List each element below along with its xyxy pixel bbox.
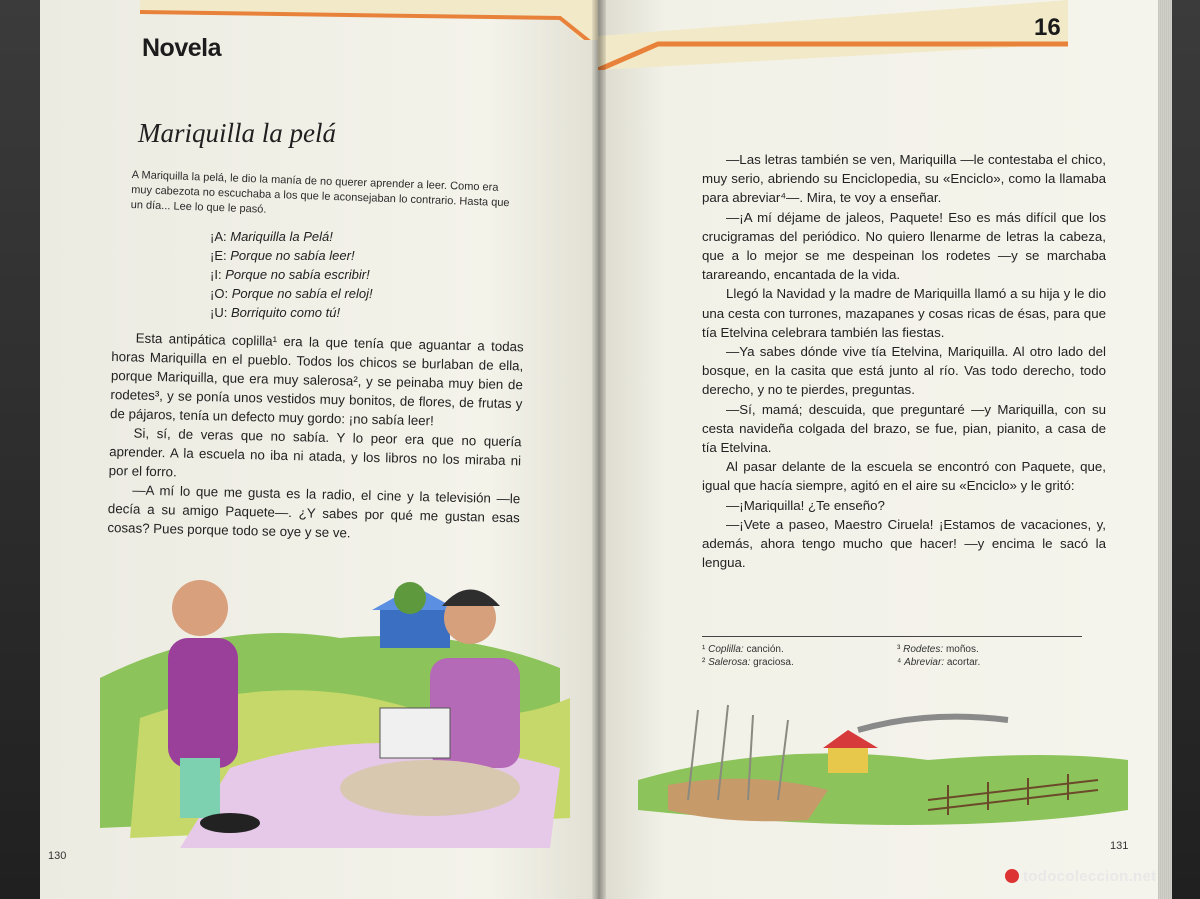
left-page <box>40 0 600 899</box>
paragraph: Al pasar delante de la escuela se encontró con Paquete, que, igual que hacía siempre, agitó en el aire su «Enciclo» y le gritó: <box>702 459 1106 494</box>
right-body-text <box>702 150 1106 572</box>
section-label: Novela <box>142 34 221 62</box>
left-body-text <box>107 328 524 546</box>
paragraph: —Ya sabes dónde vive tía Etelvina, Mariquilla. Al otro lado del bosque, en la casita que está junto al río. Vas todo derecho, todo derecho, y no te pierdes, preguntas. <box>702 344 1106 398</box>
watermark: todocoleccion.net <box>1005 868 1156 885</box>
poem <box>210 227 373 322</box>
countryside-illustration <box>628 690 1138 840</box>
story-intro: A Mariquilla la pelá, le dio la manía de no querer aprender a leer. Como era muy cabezota no escuchaba a los que le aconsejaban lo contrario. Hasta que un día... Lee lo que le pasó. <box>130 168 510 216</box>
page-number-right: 131 <box>1110 840 1129 852</box>
footnotes <box>702 636 1082 669</box>
header-stripe-left <box>40 0 600 40</box>
footnote: ³ Rodetes: moños. <box>897 644 979 655</box>
paragraph: Llegó la Navidad y la madre de Mariquilla llamó a su hija y le dio una cesta con turrones, mazapanes y cosas ricas de ésas, para que tía Etelvina celebrara también las fiestas. <box>702 286 1106 340</box>
right-page <box>598 0 1160 899</box>
poem-line: ¡E: Porque no sabía leer! <box>210 248 355 263</box>
paragraph: —A mí lo que me gusta es la radio, el cine y la televisión —le decía a su amigo Paquete—. ¿Y sabes por qué me gustan esas cosas? Pues porque todo se oye y se ve. <box>107 482 521 541</box>
watermark-logo-icon <box>1005 869 1019 883</box>
paragraph: Esta antipática coplilla¹ era la que tenía que aguantar a todas horas Mariquilla en el pueblo. Todos los chicos se burlaban de ella, porque Mariquilla, que era muy salerosa², y se peinaba muy bien de rodetes³, y se ponía unos vestidos muy bonitos, de flores, de frutas y de pájaros, tenía un defecto muy gordo: ¡no sabía leer! <box>109 330 524 429</box>
paragraph: Si, sí, de veras que no sabía. Y lo peor era que no quería aprender. A la escuela no iba ni atada, y los libros no los miraba ni por el forro. <box>108 425 522 480</box>
story-title: Mariquilla la pelá <box>138 118 336 148</box>
footnote: ⁴ Abreviar: acortar. <box>897 657 981 668</box>
children-illustration <box>80 568 580 868</box>
poem-line: ¡O: Porque no sabía el reloj! <box>210 286 373 301</box>
footnote: ² Salerosa: graciosa. <box>702 657 794 668</box>
paragraph: —Las letras también se ven, Mariquilla —le contestaba el chico, muy serio, abriendo su Enciclopedia, su «Enciclo», como la llamaba para abreviar⁴—. Mira, te voy a enseñar. <box>702 152 1106 206</box>
page-number-left: 130 <box>48 850 67 862</box>
paragraph: —¡Mariquilla! ¿Te enseño? <box>726 497 885 513</box>
paragraph: —¡Vete a paseo, Maestro Ciruela! ¡Estamos de vacaciones, y, además, ahora tengo mucho que hacer! —y encima le sacó la lengua. <box>702 516 1106 571</box>
page-edges <box>1158 0 1172 899</box>
header-stripe-right <box>598 0 1160 70</box>
paragraph: —Sí, mamá; descuida, que preguntaré —y Mariquilla, con su cesta navideña colgada del brazo, se fue, pian, pianito, a casa de tía Etelvina. <box>702 401 1106 456</box>
footnote: ¹ Coplilla: canción. <box>702 644 784 655</box>
paragraph: —¡A mí déjame de jaleos, Paquete! Eso es más difícil que los crucigramas del periódico. No quiero llenarme de letras la cabeza, que a lo mejor se me despeinan los rodetes —y se marchaba tarareando, encantada de la vida. <box>702 209 1106 283</box>
chapter-number: 16 <box>1034 14 1061 41</box>
poem-line: ¡I: Porque no sabía escribir! <box>210 267 370 282</box>
book-spine <box>592 0 606 899</box>
poem-line: ¡U: Borriquito como tú! <box>210 305 341 320</box>
poem-line: ¡A: Mariquilla la Pelá! <box>210 229 333 244</box>
